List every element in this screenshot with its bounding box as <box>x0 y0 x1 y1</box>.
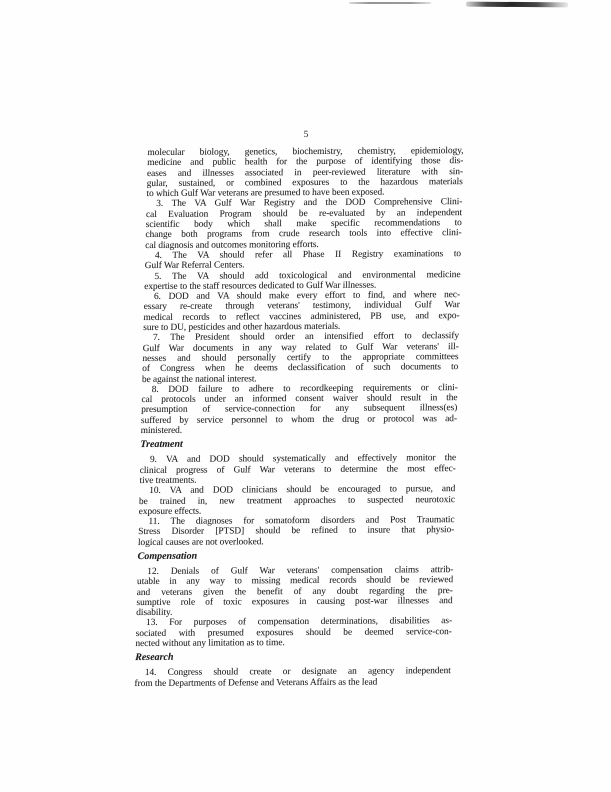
text-line: to which Gulf War veterans are presumed to have been exposed. <box>146 187 385 200</box>
text-line: be trained in, new treatment approaches to suspected neurotoxic <box>138 494 456 507</box>
scan-artifact-dark-smudge <box>466 2 568 8</box>
text-line: sumptive role of toxic exposures in causing post-war illnesses and <box>136 595 453 608</box>
text-line: suffered by service personnel to whom the drug or protocol was ad- <box>140 413 458 426</box>
section-heading: Research <box>134 652 174 664</box>
list-item <box>144 270 461 293</box>
text-line: Gulf War Referral Centers. <box>144 260 245 272</box>
list-item <box>134 666 451 689</box>
text-line: 4. The VA should refer all Phase II Registry examinations to <box>154 249 462 261</box>
page-body <box>134 129 464 689</box>
list-item <box>145 198 462 251</box>
paragraph <box>146 146 463 199</box>
text-line: medical records to reflect vaccines administered, PB use, and expo- <box>143 310 460 323</box>
text-line: and veterans given the benefit of any doubt regarding the pre- <box>136 585 453 598</box>
text-line: nected without any limitation as to time. <box>135 638 285 650</box>
text-line: ministered. <box>140 425 183 437</box>
list-item <box>139 453 456 486</box>
text-line: presumption of service-connection for any subsequent illness(es) <box>141 403 458 416</box>
text-line: of Congress when he deems declassification of such documents to <box>142 362 459 375</box>
list-item <box>145 249 462 272</box>
text-line: Gulf War documents in any way related to Gulf War veterans' ill- <box>142 341 459 354</box>
text-line: gular, sustained, or combined exposures to the hazardous materials <box>146 176 463 189</box>
text-line: molecular biology, genetics, biochemistry, chemistry, epidemiology, <box>147 146 464 158</box>
text-line: 14. Congress should create or designate an agency independent <box>144 666 451 679</box>
text-line: cal Evaluation Program should be re-evaluated by an independent <box>145 207 463 220</box>
text-line: 6. DOD and VA should make every effort to find, and where nec- <box>153 290 461 303</box>
list-item <box>139 484 456 517</box>
scan-artifact-thin-line <box>349 2 431 4</box>
text-line: from the Departments of Defense and Veterans Affairs as the lead <box>134 677 378 689</box>
list-item <box>141 383 458 436</box>
list-item <box>142 331 459 384</box>
text-line: nesses and should personally certify to the appropriate committees <box>142 352 459 364</box>
text-line: 7. The President should order an intensified effort to declassify <box>152 331 460 344</box>
text-line: be against the national interest. <box>141 373 257 385</box>
list-item <box>143 290 460 333</box>
text-line: sure to DU, pesticides and other hazardous materials. <box>143 321 341 334</box>
text-line: medicine and public health for the purpose of identifying those dis- <box>147 156 464 169</box>
page-number: 5 <box>303 130 309 141</box>
text-line: 10. VA and DOD clinicians should be encouraged to pursue, and <box>149 484 456 497</box>
text-line: eases and illnesses associated in peer-reviewed literature with sin- <box>146 166 464 179</box>
text-line: tive treatments. <box>139 475 197 486</box>
text-line: change both programs from crude research tools into effective clini- <box>145 228 462 241</box>
section-heading: Compensation <box>137 550 198 562</box>
text-line: clinical progress of Gulf War veterans to determine the most effec- <box>139 463 456 476</box>
text-line: exposure effects. <box>138 506 202 517</box>
text-line: 11. The diagnoses for somatoform disorders and Post Traumatic <box>148 515 455 528</box>
list-item <box>136 565 453 618</box>
text-line: cal diagnosis and outcomes monitoring efforts. <box>145 239 319 251</box>
text-line: utable in any way to missing medical records should be reviewed <box>136 575 454 588</box>
section-heading: Treatment <box>140 439 183 451</box>
text-line: scientific body which shall make specific recommendations to <box>145 218 462 231</box>
text-line: logical causes are not overlooked. <box>137 536 264 548</box>
text-line: disability. <box>136 607 173 619</box>
text-line: cal protocols under an informed consent waiver should result in the <box>141 393 458 406</box>
text-line: expertise to the staff resources dedicated to Gulf War illnesses. <box>144 280 377 292</box>
text-line: 3. The VA Gulf War Registry and the DOD Comprehensive Clini- <box>156 197 463 210</box>
text-line: essary re-create through veterans' testimony, individual Gulf War <box>143 300 460 313</box>
text-line: 13. For purposes of compensation determinations, disabilities as- <box>145 616 453 629</box>
text-line: sociated with presumed exposures should be deemed service-con- <box>135 626 452 639</box>
text-line: 8. DOD failure to adhere to recordkeeping requirements or clini- <box>151 382 458 395</box>
text-line: 12. Denials of Gulf War veterans' compensation claims attrib- <box>147 565 454 577</box>
list-item <box>138 515 455 548</box>
page-content <box>134 146 463 689</box>
text-line: 5. The VA should add toxicological and environmental medicine <box>154 269 461 282</box>
text-line: Stress Disorder [PTSD] should be refined to insure that physio- <box>138 525 455 538</box>
text-line: 9. VA and DOD should systematically and effectively monitor the <box>149 453 457 466</box>
list-item <box>135 617 452 650</box>
